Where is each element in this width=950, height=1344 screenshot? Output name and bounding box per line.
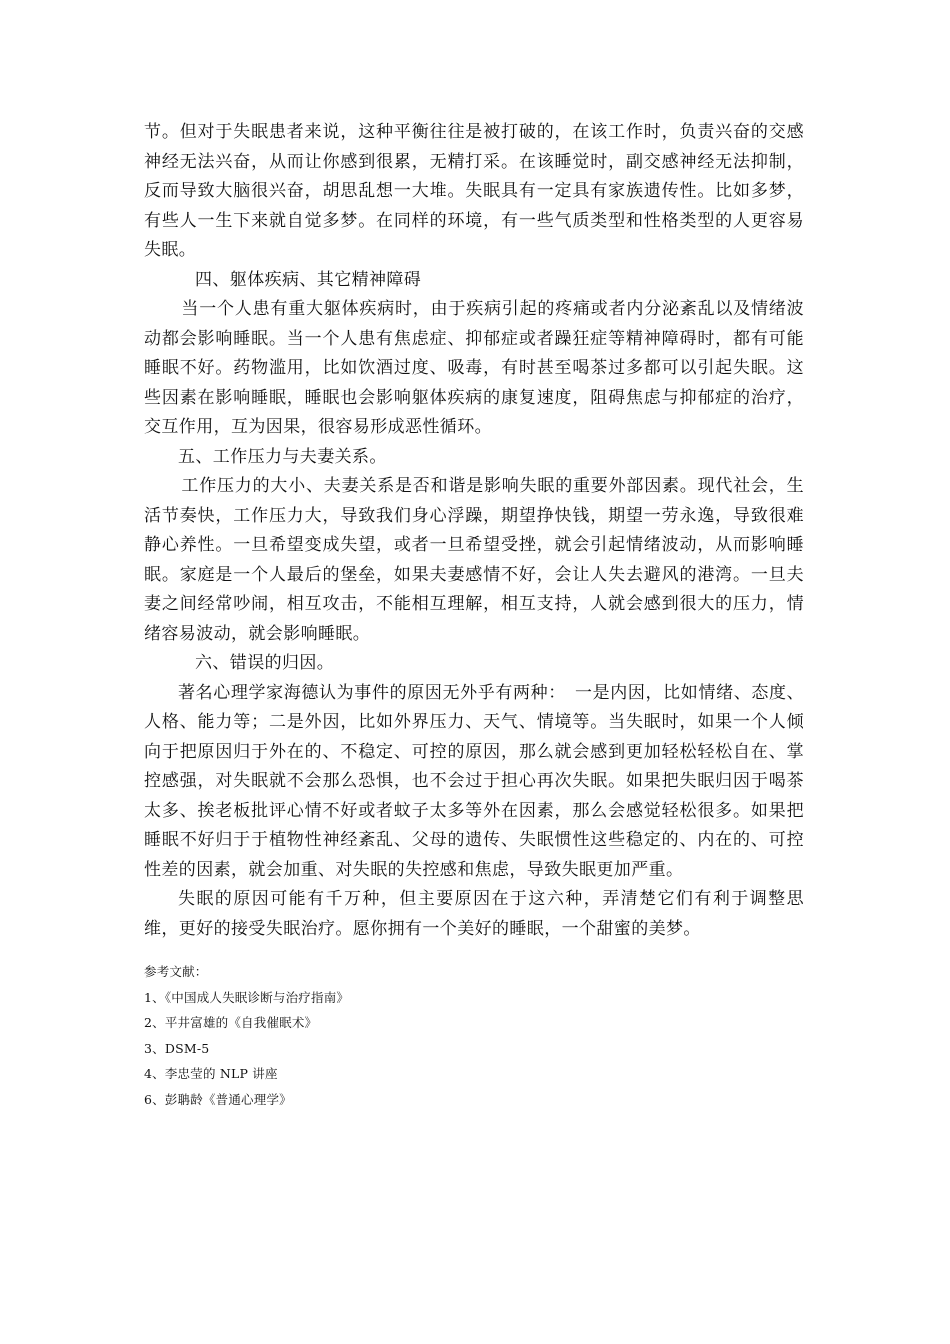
paragraph-conclusion: 失眠的原因可能有千万种，但主要原因在于这六种，弄清楚它们有利于调整思维，更好的接受失眠治疗。愿你拥有一个美好的睡眠，一个甜蜜的美梦。 — [144, 889, 804, 939]
section-heading-6: 六、错误的归因。 — [195, 653, 335, 673]
reference-item: 1、《中国成人失眠诊断与治疗指南》 — [144, 989, 350, 1005]
paragraph-physical-illness: 当一个人患有重大躯体疾病时，由于疾病引起的疼痛或者内分泌紊乱以及情绪波动都会影响睡眠。当一个人患有焦虑症、抑郁症或者躁狂症等精神障碍时，都有可能睡眠不好。药物滥用，比如饮酒过度、吸毒，有时甚至喝茶过多都可以引起失眠。这些因素在影响睡眠，睡眠也会影响躯体疾病的康复速度，阻碍焦虑与抑郁症的治疗，交互作用，互为因果，很容易形成恶性循环。 — [144, 299, 804, 437]
reference-item: 4、李忠莹的 NLP 讲座 — [144, 1066, 278, 1082]
references-section — [144, 959, 804, 1113]
section-heading-5: 五、工作压力与夫妻关系。 — [178, 446, 387, 467]
references-title: 参考文献： — [144, 964, 208, 979]
reference-item: 6、彭聃龄《普通心理学》 — [144, 1091, 292, 1107]
paragraph-insomnia-balance: 节。但对于失眠患者来说，这种平衡往往是被打破的，在该工作时，负责兴奋的交感神经无法兴奋，从而让你感到很累，无精打采。在该睡觉时，副交感神经无法抑制，反而导致大脑很兴奋，胡思乱想一大堆。失眠具有一定具有家族遗传性。比如多梦，有些人一生下来就自觉多梦。在同样的环境，有一些气质类型和性格类型的人更容易失眠。 — [144, 122, 804, 260]
reference-item: 2、平井富雄的《自我催眠术》 — [144, 1015, 318, 1031]
paragraph-work-pressure: 工作压力的大小、夫妻关系是否和谐是影响失眠的重要外部因素。现代社会，生活节奏快，工作压力大，导致我们身心浮躁，期望挣快钱，期望一劳永逸，导致很难静心养性。一旦希望变成失望，或者一旦希望受挫，就会引起情绪波动，从而影响睡眠。家庭是一个人最后的堡垒，如果夫妻感情不好，会让人失去避风的港湾。一旦夫妻之间经常吵闹，相互攻击，不能相互理解，相互支持，人就会感到很大的压力，情绪容易波动，就会影响睡眠。 — [144, 476, 804, 644]
reference-item: 3、DSM-5 — [144, 1040, 210, 1056]
section-heading-4: 四、躯体疾病、其它精神障碍 — [195, 269, 422, 290]
document-body — [144, 118, 804, 944]
paragraph-attribution: 著名心理学家海德认为事件的原因无外乎有两种： 一是内因，比如情绪、态度、人格、能力等；二是外因，比如外界压力、天气、情境等。当失眠时，如果一个人倾向于把原因归于外在的、不稳定、可控的原因，那么就会感到更加轻松轻松自在、掌控感强，对失眠就不会那么恐惧，也不会过于担心再次失眠。如果把失眠归因于喝茶太多、挨老板批评心情不好或者蚊子太多等外在因素，那么会感觉轻松很多。如果把睡眠不好归于于植物性神经紊乱、父母的遗传、失眠惯性这些稳定的、内在的、可控性差的因素，就会加重、对失眠的失控感和焦虑，导致失眠更加严重。 — [144, 682, 804, 880]
